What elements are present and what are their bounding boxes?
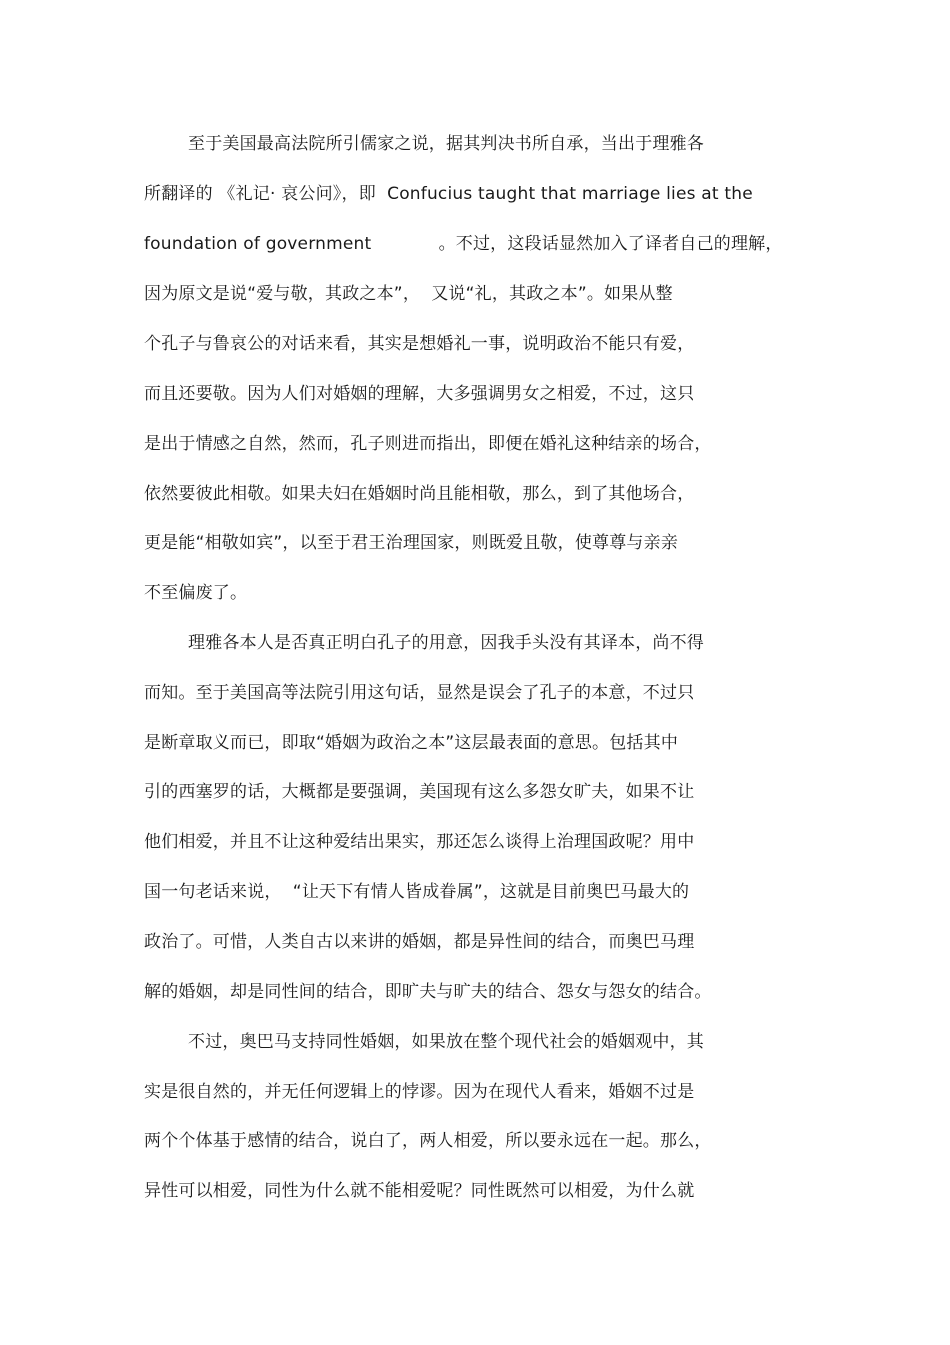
text-line: 而且还要敬。因为人们对婚姻的理解，大多强调男女之相爱，不过，这只 <box>144 384 695 404</box>
text-line: 不过，奥巴马支持同性婚姻，如果放在整个现代社会的婚姻观中，其 <box>188 1032 704 1052</box>
text-line: 因为原文是说“爱与敬，其政之本”， 又说“礼，其政之本”。如果从整 <box>144 284 673 304</box>
text-line: 理雅各本人是否真正明白孔子的用意，因我手头没有其译本，尚不得 <box>188 633 704 653</box>
text-line: 引的西塞罗的话，大概都是要强调，美国现有这么多怨女旷夫，如果不让 <box>144 782 695 802</box>
text-line: 依然要彼此相敬。如果夫妇在婚姻时尚且能相敬，那么，到了其他场合， <box>144 484 695 504</box>
text-line: 他们相爱，并且不让这种爱结出果实，那还怎么谈得上治理国政呢？用中 <box>144 832 695 852</box>
text-line: 国一句老话来说， “让天下有情人皆成眷属”，这就是目前奥巴马最大的 <box>144 882 690 902</box>
text-line: 实是很自然的，并无任何逻辑上的悖谬。因为在现代人看来，婚姻不过是 <box>144 1082 695 1102</box>
text-line: 政治了。可惜，人类自古以来讲的婚姻，都是异性间的结合，而奥巴马理 <box>144 932 695 952</box>
text-line: 是断章取义而已，即取“婚姻为政治之本”这层最表面的意思。包括其中 <box>144 733 679 753</box>
text-line: 是出于情感之自然，然而，孔子则进而指出，即便在婚礼这种结亲的场合， <box>144 434 712 454</box>
text-line: 而知。至于美国高等法院引用这句话，显然是误会了孔子的本意，不过只 <box>144 683 695 703</box>
text-line: 不至偏废了。 <box>144 583 248 603</box>
text-line: 个孔子与鲁哀公的对话来看，其实是想婚礼一事，说明政治不能只有爱， <box>144 334 695 354</box>
text-line: 所翻译的 《礼记· 哀公问》，即 Confucius taught that marriage lies at the <box>144 184 753 204</box>
text-line: 解的婚姻，却是同性间的结合，即旷夫与旷夫的结合、怨女与怨女的结合。 <box>144 982 712 1002</box>
text-line: 两个个体基于感情的结合，说白了，两人相爱，所以要永远在一起。那么， <box>144 1131 712 1151</box>
text-line: foundation of government 。不过，这段话显然加入了译者自己的理解， <box>144 234 783 254</box>
text-line: 至于美国最高法院所引儒家之说，据其判决书所自承，当出于理雅各 <box>188 134 704 154</box>
text-line: 异性可以相爱，同性为什么就不能相爱呢？同性既然可以相爱，为什么就 <box>144 1181 695 1201</box>
text-line: 更是能“相敬如宾”，以至于君王治理国家，则既爱且敬，使尊尊与亲亲 <box>144 533 679 553</box>
